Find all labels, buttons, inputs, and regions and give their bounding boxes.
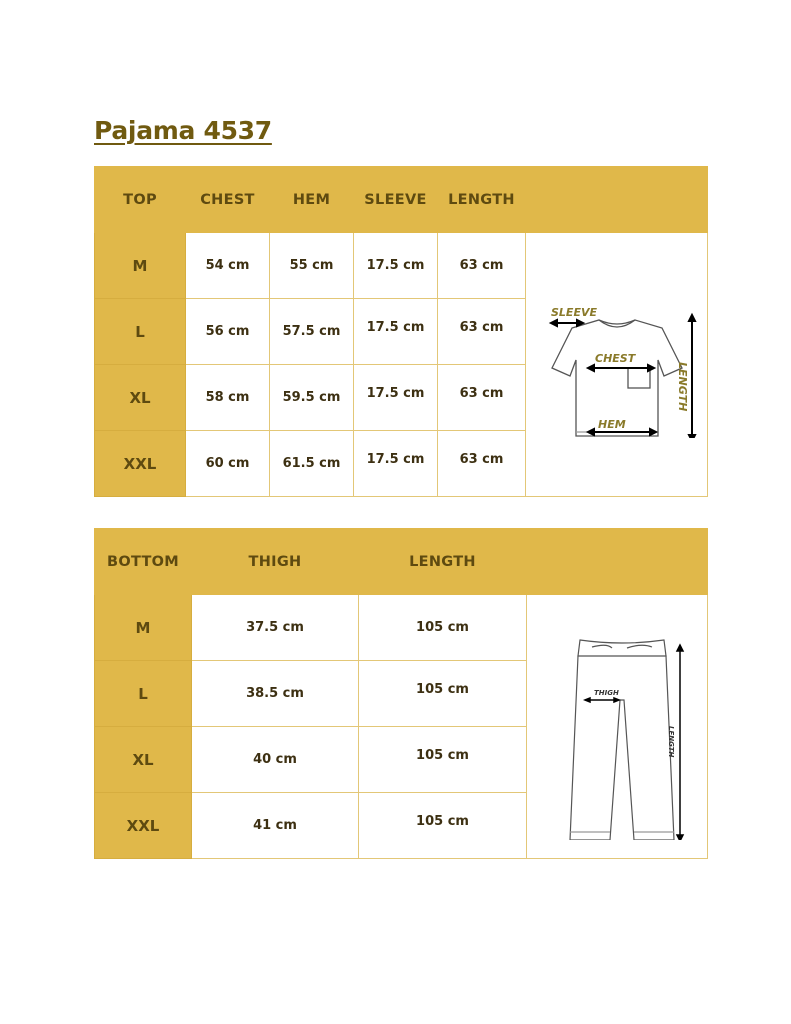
chest-cell: 56 cm [186, 299, 270, 365]
header-thigh: THIGH [192, 529, 359, 595]
length-cell: 63 cm [438, 431, 526, 497]
pants-illustration-cell [527, 595, 708, 859]
header-illustration [527, 529, 708, 595]
size-label: XXL [95, 431, 186, 497]
bottom-header-row [95, 529, 708, 595]
page-title: Pajama 4537 [94, 116, 272, 145]
length-cell: 105 cm [359, 595, 527, 661]
top-size-table [94, 166, 708, 497]
thigh-cell: 41 cm [192, 793, 359, 859]
hem-cell: 59.5 cm [270, 365, 354, 431]
diagram-length-label: LENGTH [675, 361, 689, 411]
size-label: L [95, 299, 186, 365]
sleeve-cell: 17.5 cm [354, 431, 438, 497]
size-label: XXL [95, 793, 192, 859]
header-bottom: BOTTOM [95, 529, 192, 595]
thigh-cell: 40 cm [192, 727, 359, 793]
length-cell: 105 cm [359, 727, 527, 793]
header-illustration [526, 167, 708, 233]
chest-cell: 60 cm [186, 431, 270, 497]
chest-cell: 58 cm [186, 365, 270, 431]
header-sleeve: SLEEVE [354, 167, 438, 233]
size-label: L [95, 661, 192, 727]
diagram-chest-label: CHEST [594, 351, 635, 365]
size-label: M [95, 233, 186, 299]
diagram-sleeve-label: SLEEVE [550, 305, 597, 319]
size-label: M [95, 595, 192, 661]
hem-cell: 55 cm [270, 233, 354, 299]
sleeve-cell: 17.5 cm [354, 365, 438, 431]
tshirt-illustration-cell [526, 233, 708, 497]
length-cell: 105 cm [359, 793, 527, 859]
length-cell: 63 cm [438, 365, 526, 431]
tshirt-measurement-diagram-icon [532, 288, 702, 438]
diagram-thigh-label: THIGH [594, 688, 619, 697]
sleeve-cell: 17.5 cm [354, 299, 438, 365]
top-header-row [95, 167, 708, 233]
length-cell: 63 cm [438, 233, 526, 299]
sleeve-cell: 17.5 cm [354, 233, 438, 299]
length-cell: 63 cm [438, 299, 526, 365]
header-length: LENGTH [438, 167, 526, 233]
hem-cell: 57.5 cm [270, 299, 354, 365]
header-hem: HEM [270, 167, 354, 233]
size-label: XL [95, 727, 192, 793]
pants-measurement-diagram-icon [532, 610, 702, 840]
bottom-size-table [94, 528, 708, 859]
diagram-hem-label: HEM [597, 417, 626, 431]
table-row [95, 233, 708, 299]
header-chest: CHEST [186, 167, 270, 233]
thigh-cell: 37.5 cm [192, 595, 359, 661]
chest-cell: 54 cm [186, 233, 270, 299]
header-length: LENGTH [359, 529, 527, 595]
size-label: XL [95, 365, 186, 431]
length-cell: 105 cm [359, 661, 527, 727]
diagram-length-label: LENGTH [667, 725, 675, 757]
thigh-cell: 38.5 cm [192, 661, 359, 727]
header-top: TOP [95, 167, 186, 233]
hem-cell: 61.5 cm [270, 431, 354, 497]
table-row [95, 595, 708, 661]
